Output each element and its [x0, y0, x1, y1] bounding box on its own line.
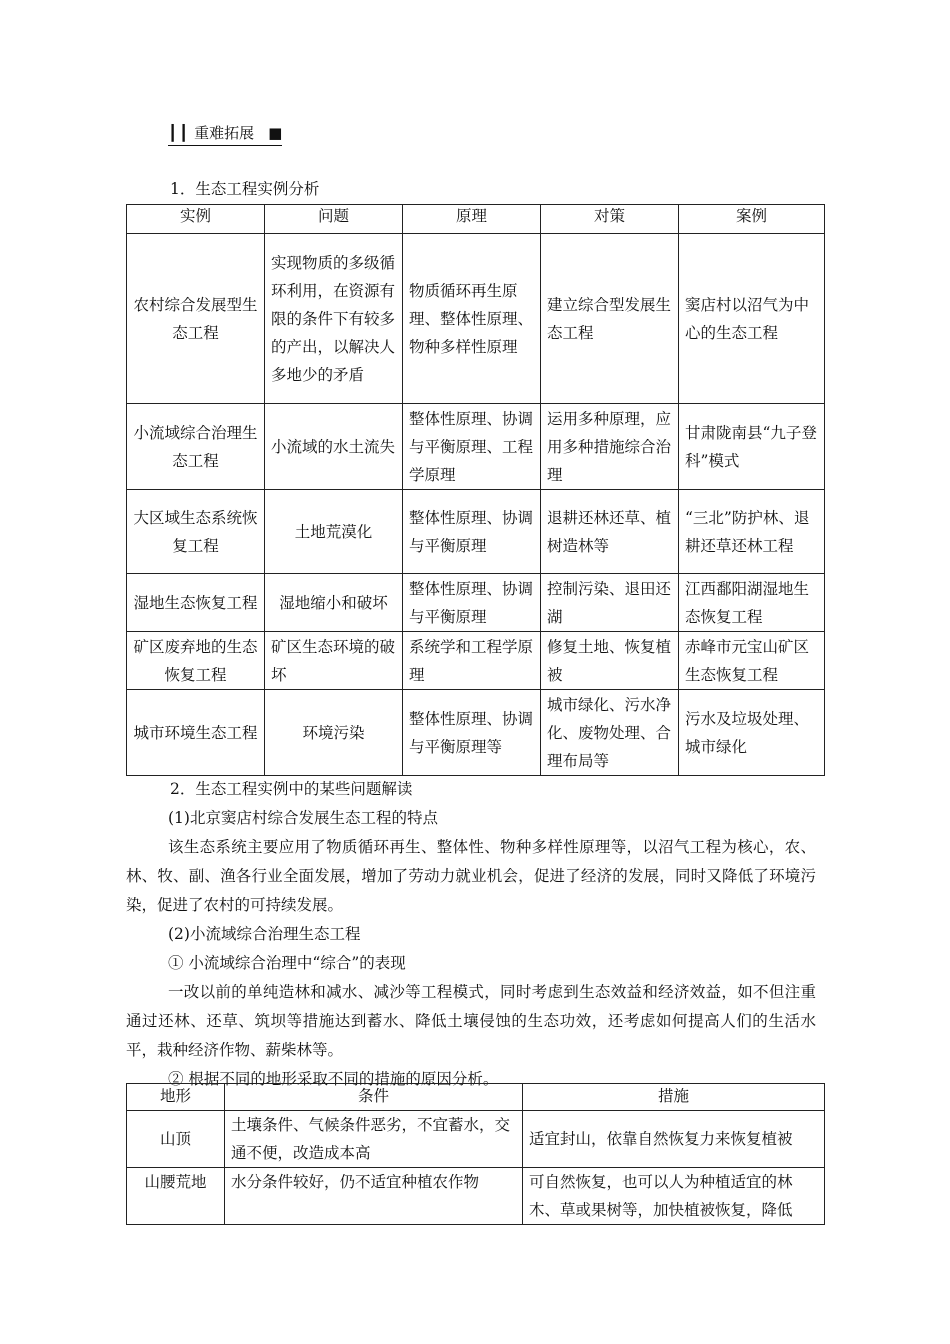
table-row	[127, 404, 825, 490]
table-cell: 污水及垃圾处理、城市绿化	[679, 690, 825, 776]
header-cell: 问题	[265, 205, 403, 234]
table-cell: 修复土地、恢复植被	[541, 632, 679, 690]
table-cell: 物质循环再生原理、整体性原理、物种多样性原理	[403, 234, 541, 404]
subheading: ② 根据不同的地形采取不同的措施的原因分析。	[168, 1070, 499, 1088]
table-cell: 控制污染、退田还湖	[541, 574, 679, 632]
table-cell: 山顶	[127, 1111, 225, 1168]
table-cell: 整体性原理、协调与平衡原理等	[403, 690, 541, 776]
paragraph: 该生态系统主要应用了物质循环再生、整体性、物种多样性原理等，以沼气工程为核心，农、林、牧、副、渔各行业全面发展，增加了劳动力就业机会，促进了经济的发展，同时又降低了环境污染，促进了农村的可持续发展。	[126, 838, 816, 914]
heading-ecological-cases: 1．生态工程实例分析	[170, 180, 320, 198]
table-cell: 湿地生态恢复工程	[127, 574, 265, 632]
table-cell: 城市绿化、污水净化、废物处理、合理布局等	[541, 690, 679, 776]
table-cell: 整体性原理、协调与平衡原理	[403, 490, 541, 574]
table-cell: 矿区废弃地的生态恢复工程	[127, 632, 265, 690]
table-cell: 土壤条件、气候条件恶劣，不宜蓄水，交通不便，改造成本高	[225, 1111, 523, 1168]
table-cell: 矿区生态环境的破坏	[265, 632, 403, 690]
table-row	[127, 690, 825, 776]
section-title-text: 重难拓展	[194, 124, 255, 142]
table-cell: 系统学和工程学原理	[403, 632, 541, 690]
table-cell: 江西鄱阳湖湿地生态恢复工程	[679, 574, 825, 632]
table-row	[127, 1111, 825, 1168]
table-cell: 山腰荒地	[127, 1168, 225, 1225]
header-cell: 原理	[403, 205, 541, 234]
table-cell: 小流域综合治理生态工程	[127, 404, 265, 490]
table-cell: 窦店村以沼气为中心的生态工程	[679, 234, 825, 404]
section-title	[168, 122, 282, 146]
table-row	[127, 234, 825, 404]
table-cell: 水分条件较好，仍不适宜种植农作物	[225, 1168, 523, 1225]
section-bars-icon: ┃┃	[168, 123, 191, 142]
table-cell: 整体性原理、协调与平衡原理、工程学原理	[403, 404, 541, 490]
header-cell: 对策	[541, 205, 679, 234]
subheading: (1)北京窦店村综合发展生态工程的特点	[168, 809, 438, 827]
table-cell: 甘肃陇南县“九子登科”模式	[679, 404, 825, 490]
header-cell: 地形	[127, 1084, 225, 1111]
table-cell: 城市环境生态工程	[127, 690, 265, 776]
square-marker-icon: ■	[268, 123, 283, 142]
table-cell: 建立综合型发展生态工程	[541, 234, 679, 404]
table-row	[127, 574, 825, 632]
table-cell: 大区域生态系统恢复工程	[127, 490, 265, 574]
header-cell: 实例	[127, 205, 265, 234]
table-cell: 农村综合发展型生态工程	[127, 234, 265, 404]
header-cell: 条件	[225, 1084, 523, 1111]
table-cell: 土地荒漠化	[265, 490, 403, 574]
paragraph: 一改以前的单纯造林和减水、减沙等工程模式，同时考虑到生态效益和经济效益，如不但注重通过还林、还草、筑坝等措施达到蓄水、降低土壤侵蚀的生态功效，还考虑如何提高人们的生活水平，栽种经济作物、薪柴林等。	[126, 983, 816, 1059]
table-header-row	[127, 1084, 825, 1111]
table-header-row	[127, 205, 825, 234]
table-cell: 小流域的水土流失	[265, 404, 403, 490]
table-cell: “三北”防护林、退耕还草还林工程	[679, 490, 825, 574]
subheading: (2)小流域综合治理生态工程	[168, 925, 361, 943]
table-cell: 环境污染	[265, 690, 403, 776]
table-row	[127, 1168, 825, 1225]
table-row	[127, 632, 825, 690]
table-cell: 赤峰市元宝山矿区生态恢复工程	[679, 632, 825, 690]
table-cell: 湿地缩小和破坏	[265, 574, 403, 632]
body-text	[126, 775, 816, 1094]
table-row	[127, 490, 825, 574]
table-cell: 退耕还林还草、植树造林等	[541, 490, 679, 574]
ecological-engineering-table	[126, 204, 825, 776]
subheading: ① 小流域综合治理中“综合”的表现	[168, 954, 406, 972]
terrain-measures-table	[126, 1083, 825, 1225]
table-cell: 整体性原理、协调与平衡原理	[403, 574, 541, 632]
header-cell: 案例	[679, 205, 825, 234]
subheading: 2．生态工程实例中的某些问题解读	[170, 780, 413, 798]
table-cell: 实现物质的多级循环利用，在资源有限的条件下有较多的产出，以解决人多地少的矛盾	[265, 234, 403, 404]
header-cell: 措施	[523, 1084, 825, 1111]
table-cell: 可自然恢复，也可以人为种植适宜的林木、草或果树等，加快植被恢复，降低	[523, 1168, 825, 1225]
table-cell: 运用多种原理，应用多种措施综合治理	[541, 404, 679, 490]
table-cell: 适宜封山，依靠自然恢复力来恢复植被	[523, 1111, 825, 1168]
